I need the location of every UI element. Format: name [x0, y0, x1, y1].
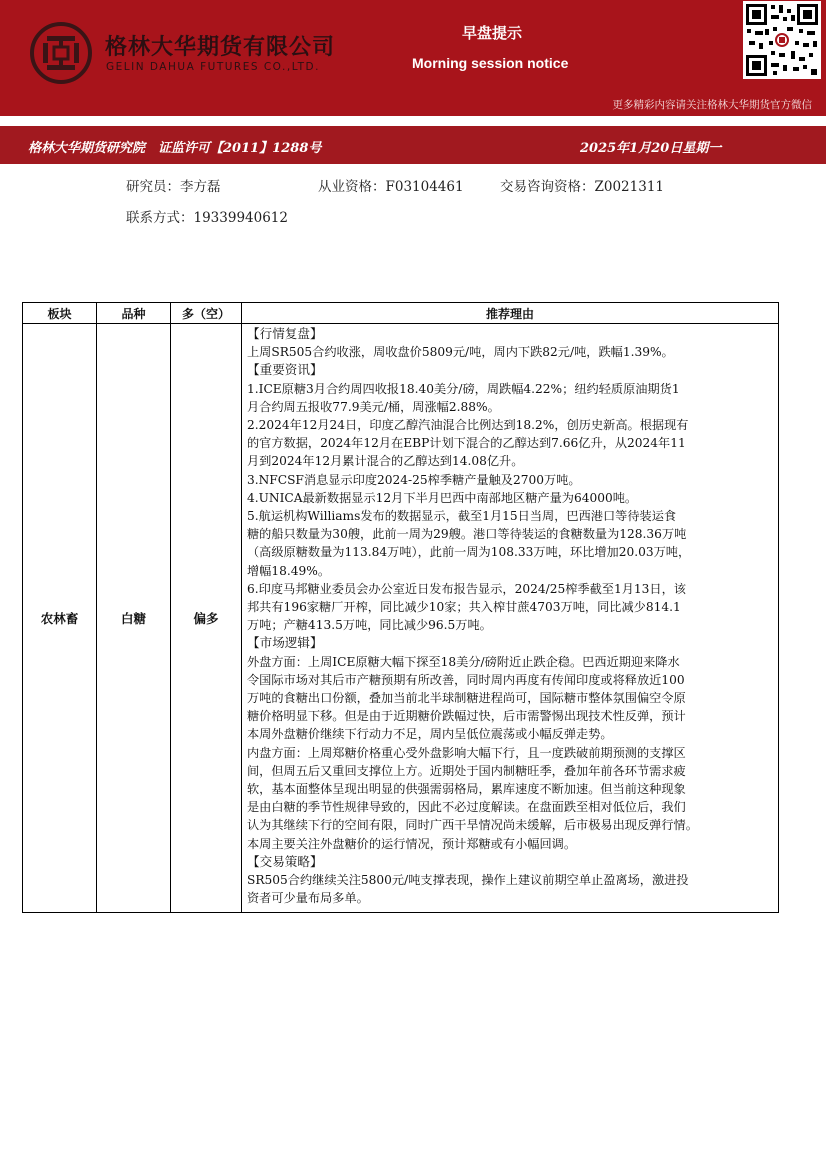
reason-line: SR505合约继续关注5800元/吨支撑表现，操作上建议前期空单止盈离场，激进投 — [247, 873, 689, 888]
reason-line: （高级原糖数量为113.84万吨），此前一周为108.33万吨，环比增加20.03万吨， — [247, 545, 691, 560]
reason-line: 软，基本面整体呈现出明显的供强需弱格局，累库速度不断加速。但当前这种现象 — [247, 782, 686, 797]
reason-line: 是由白糖的季节性规律导致的，因此不必过度解读。在盘面跌至相对低位后，我们 — [247, 800, 686, 815]
reason-line: 令国际市场对其后市产糖预期有所改善，同时周内再度有传闻印度或将释放近100 — [247, 672, 685, 687]
table-row — [23, 324, 779, 913]
reason-line: 糖价格明显下移。但是由于近期糖价跌幅过快，后市需警惕出现技术性反弹，预计 — [247, 709, 686, 724]
researcher-name: 研究员：李方磊 — [126, 179, 221, 195]
consulting-qualification: 交易咨询资格：Z0021311 — [500, 179, 665, 195]
reason-line: 1.ICE原糖3月合约周四收报18.40美分/磅，周跌幅4.22%；纽约轻质原油期货1 — [247, 381, 680, 396]
section-heading: 【行情复盘】 — [247, 326, 323, 341]
reason-line: 3.NFCSF消息显示印度2024-25榨季糖产量触及2700万吨。 — [247, 472, 581, 487]
reason-line: 外盘方面：上周ICE原糖大幅下探至18美分/磅附近止跌企稳。巴西近期迎来降水 — [247, 654, 680, 669]
header-direction: 多（空） — [171, 303, 242, 324]
company-name-en: GELIN DAHUA FUTURES CO.,LTD. — [106, 61, 320, 73]
report-title-en: Morning session notice — [412, 55, 569, 71]
reason-line: 万吨；产糖413.5万吨，同比减少96.5万吨。 — [247, 618, 492, 633]
table-header-row — [23, 303, 779, 324]
wechat-qr-code-icon — [743, 1, 821, 79]
variety-cell: 白糖 — [97, 324, 171, 913]
reason-line: 的官方数据，2024年12月在EBP计划下混合的乙醇达到7.66亿升，从2024年11 — [247, 436, 686, 451]
header-sector: 板块 — [23, 303, 97, 324]
wechat-follow-note: 更多精彩内容请关注格林大华期货官方微信 — [612, 99, 812, 111]
report-title-cn: 早盘提示 — [462, 24, 523, 42]
reason-line: 上周SR505合约收涨，周收盘价5809元/吨，周内下跌82元/吨，跌幅1.39%。 — [247, 345, 674, 360]
reason-line: 内盘方面：上周郑糖价格重心受外盘影响大幅下行，且一度跌破前期预测的支撑区 — [247, 745, 686, 760]
contact-info: 联系方式：19339940612 — [126, 210, 288, 226]
reason-line: 5.航运机构Williams发布的数据显示，截至1月15日当周，巴西港口等待装运食 — [247, 509, 677, 524]
reason-line: 间，但周五后又重回支撑位上方。近期处于国内制糖旺季，叠加年前各环节需求疲 — [247, 763, 686, 778]
header-reason: 推荐理由 — [242, 303, 779, 324]
reason-line: 6.印度马邦糖业委员会办公室近日发布报告显示，2024/25榨季截至1月13日，该 — [247, 581, 686, 596]
institute-license: 格林大华期货研究院 证监许可【2011】1288号 — [28, 141, 322, 156]
recommendation-table — [22, 302, 779, 913]
company-name-cn: 格林大华期货有限公司 — [105, 35, 336, 60]
reason-line: 月合约周五报收77.9美元/桶，周涨幅2.88%。 — [247, 399, 500, 414]
reason-line: 资者可少量布局多单。 — [247, 891, 369, 906]
reason-line: 本周外盘糖价继续下行动力不足，周内呈低位震荡或小幅反弹走势。 — [247, 727, 613, 742]
section-heading: 【市场逻辑】 — [247, 635, 323, 651]
reason-cell — [242, 324, 779, 913]
reason-line: 糖的船只数量为30艘，此前一周为29艘。港口等待装运的食糖数量为128.36万吨 — [247, 527, 687, 542]
section-heading: 【重要资讯】 — [247, 362, 323, 378]
reason-line: 认为其继续下行的空间有限，同时广西干旱情况尚未缓解，后市极易出现反弹行情。 — [247, 818, 698, 833]
report-date: 2025年1月20日星期一 — [580, 141, 722, 156]
qualification-number: 从业资格：F03104461 — [318, 179, 464, 195]
header-variety: 品种 — [97, 303, 171, 324]
reason-line: 增幅18.49%。 — [247, 563, 331, 578]
reason-line: 4.UNICA最新数据显示12月下半月巴西中南部地区糖产量为64000吨。 — [247, 490, 638, 505]
direction-cell: 偏多 — [171, 324, 242, 913]
reason-line: 邦共有196家糖厂开榨，同比减少10家；共入榨甘蔗4703万吨，同比减少814.1 — [247, 600, 681, 615]
reason-line: 2.2024年12月24日，印度乙醇汽油混合比例达到18.2%，创历史新高。根据现有 — [247, 418, 689, 433]
reason-line: 万吨的食糖出口份额，叠加当前北半球制糖进程尚可，国际糖市整体氛围偏空令原 — [247, 691, 686, 706]
reason-line: 本周主要关注外盘糖价的运行情况，预计郑糖或有小幅回调。 — [247, 836, 577, 851]
sector-cell: 农林畜 — [23, 324, 97, 913]
section-heading: 【交易策略】 — [247, 853, 323, 869]
reason-line: 月到2024年12月累计混合的乙醇达到14.08亿升。 — [247, 454, 524, 469]
gelin-dahua-logo-icon — [30, 22, 92, 84]
